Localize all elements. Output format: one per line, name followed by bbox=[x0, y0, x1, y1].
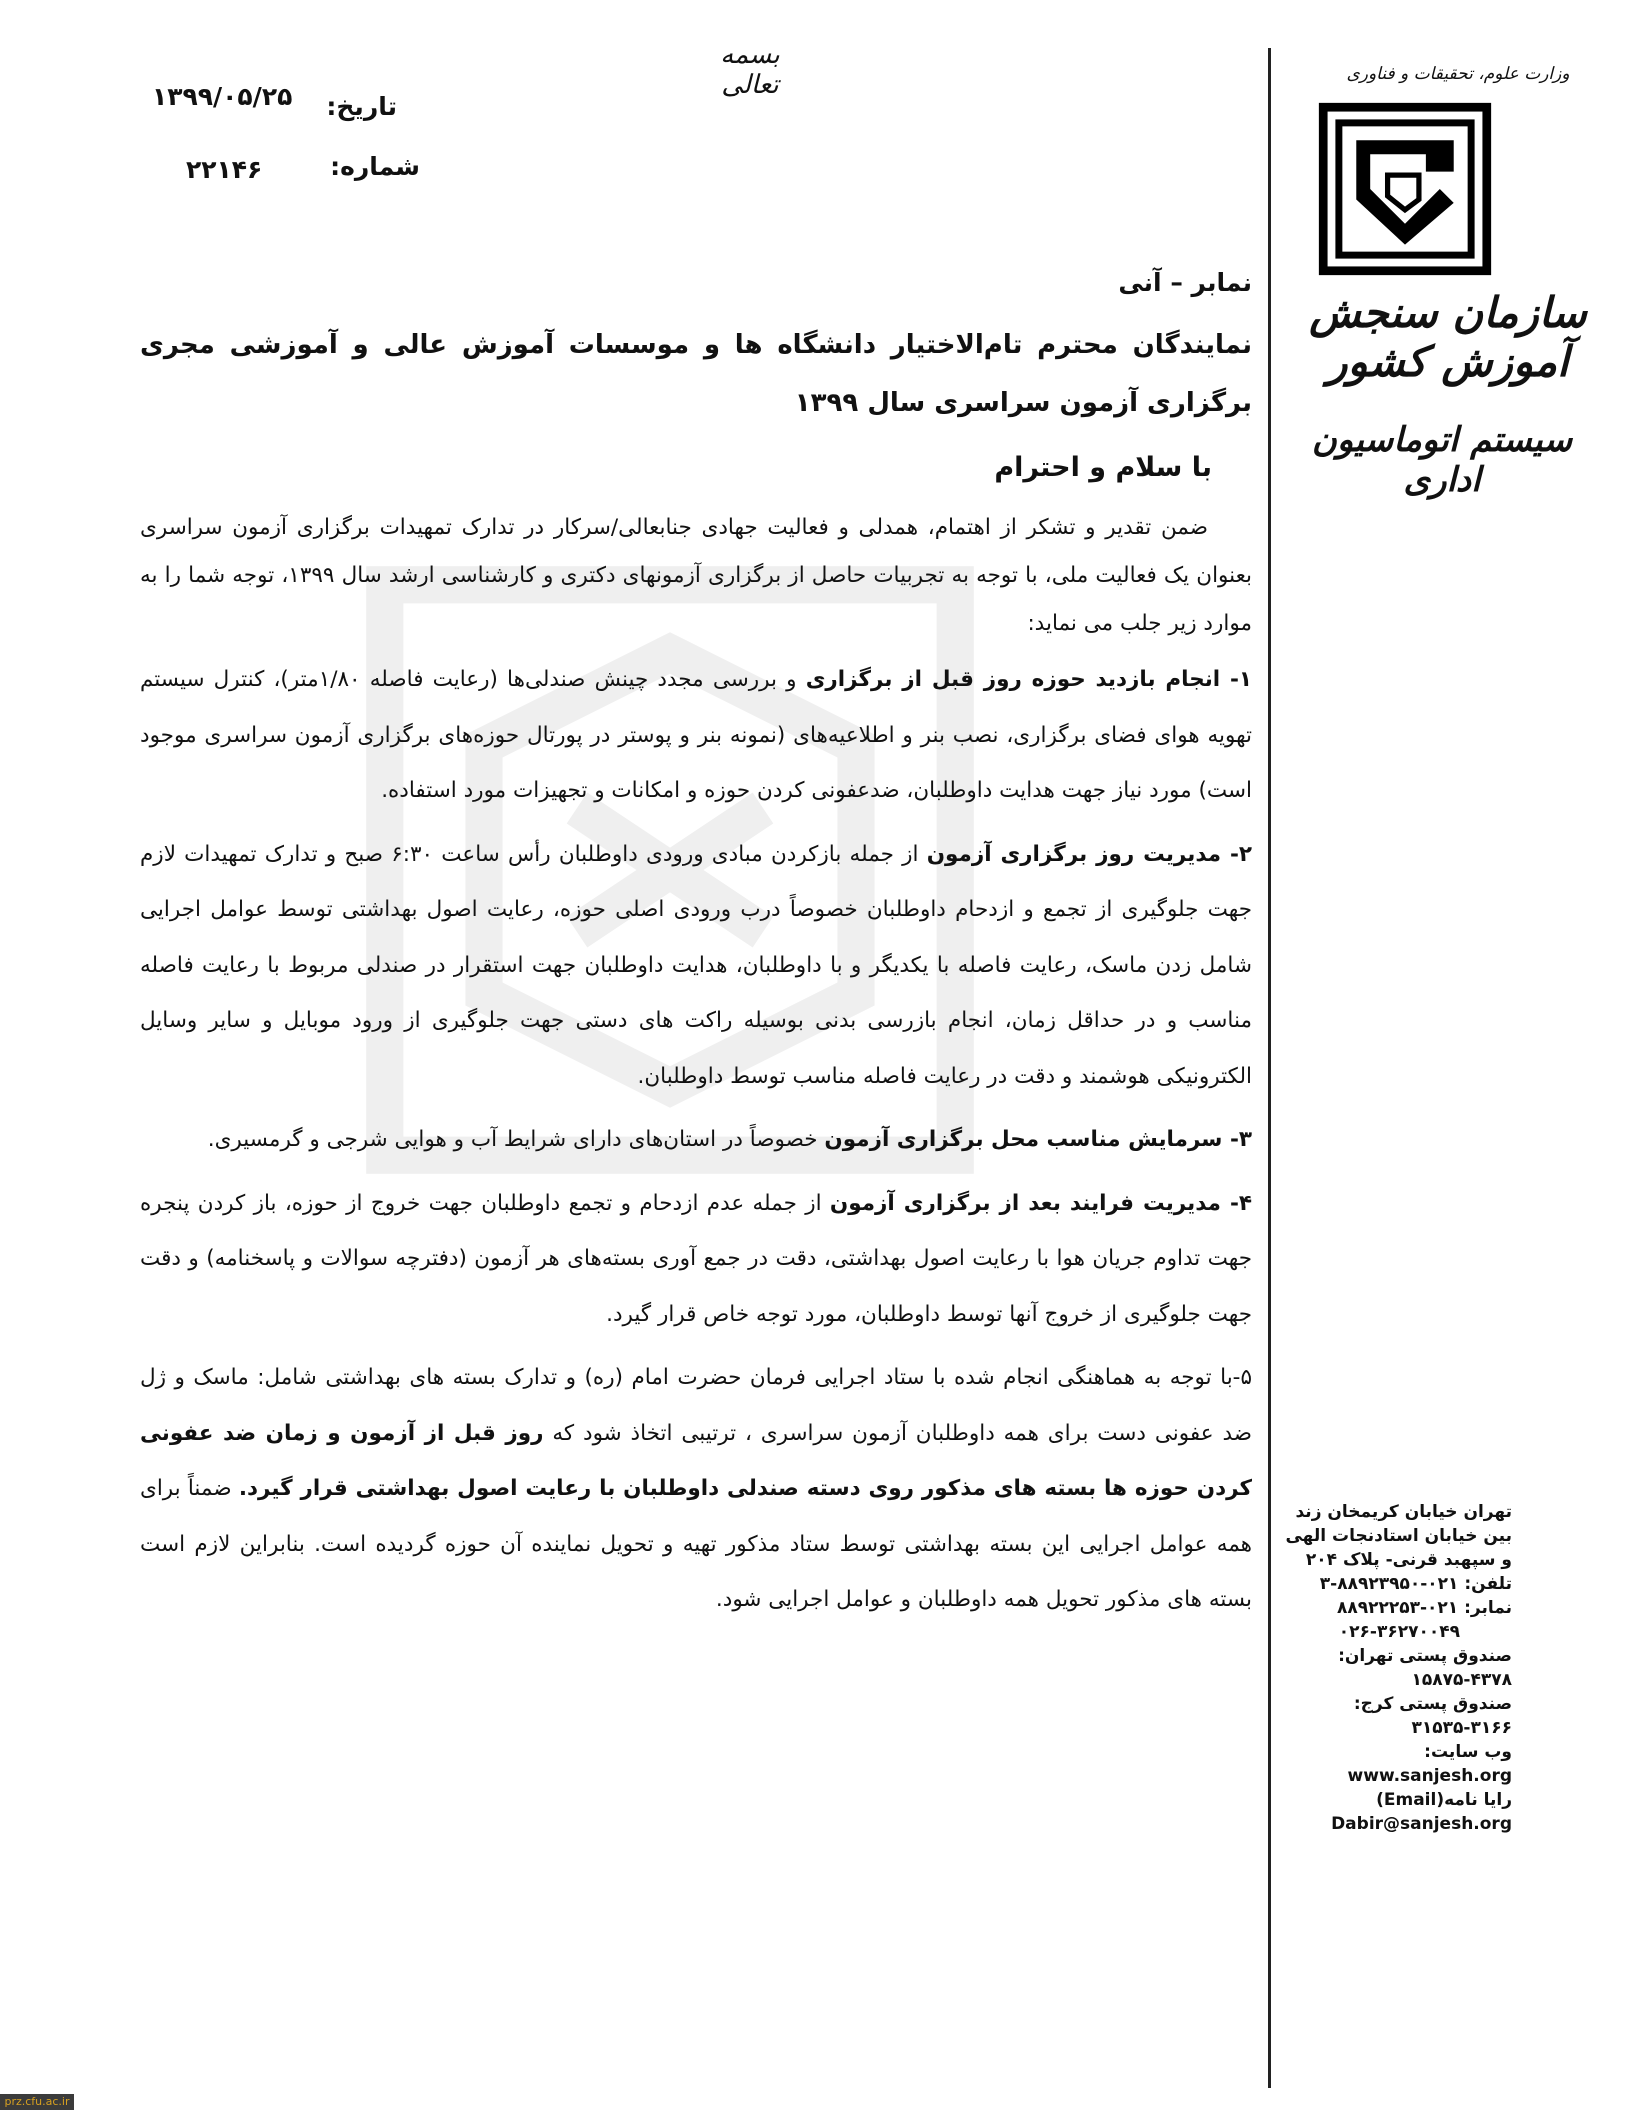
ministry-name: وزارت علوم، تحقیقات و فناوری bbox=[1346, 64, 1570, 84]
letter-greeting: با سلام و احترام bbox=[994, 452, 1212, 483]
pobox-tehran-label: صندوق پستی تهران: bbox=[1338, 1646, 1512, 1666]
date-value: ۱۳۹۹/۰۵/۲۵ bbox=[152, 82, 293, 111]
item-1-text: و بررسی مجدد چینش صندلی‌ها (رعایت فاصله ۱/۸۰متر)، کنترل سیستم تهویه هوای فضای برگزاری، نصب بنر و اطلاعیه‌های (نمونه بنر و پوستر در پورتال حوزه‌های برگزاری آزمون سراسری موجود است) مورد نیاز جهت هدایت داوطلبان، ضدعفونی کردن حوزه و امکانات و تجهیزات مورد استفاده. bbox=[140, 667, 1252, 803]
intro-paragraph: ضمن تقدیر و تشکر از اهتمام، همدلی و فعالیت جهادی جنابعالی/سرکار در تدارک تمهیدات برگزاری آزمون سراسری بعنوان یک فعالیت ملی، با توجه به تجربیات حاصل از برگزاری آزمونهای دکتری و کارشناسی ارشد سال ۱۳۹۹، توجه شما را به موارد زیر جلب می نماید: bbox=[140, 515, 1252, 636]
phone-label: تلفن: bbox=[1464, 1574, 1512, 1594]
item-4-heading: ۴- مدیریت فرایند بعد از برگزاری آزمون bbox=[829, 1190, 1252, 1216]
address-line: بین خیابان استادنجات الهی bbox=[1285, 1526, 1512, 1546]
pobox-karaj-value: ۳۱۵۳۵-۳۱۶۶ bbox=[1411, 1718, 1512, 1738]
item-1 bbox=[140, 652, 1252, 819]
address-line: و سپهبد قرنی- پلاک ۲۰۴ bbox=[1305, 1550, 1512, 1570]
number-value: ۲۲۱۴۶ bbox=[186, 155, 263, 184]
letter-recipient: نمایندگان محترم تام‌الاختیار دانشگاه ها و موسسات آموزش عالی و آموزشی مجری برگزاری آزمون سراسری سال ۱۳۹۹ bbox=[140, 330, 1252, 418]
organization-logo-icon bbox=[1318, 102, 1492, 276]
contact-block bbox=[1272, 1500, 1512, 1836]
item-2-heading: ۲- مدیریت روز برگزاری آزمون bbox=[926, 841, 1252, 867]
organization-name: سازمان سنجش آموزش کشور bbox=[1309, 288, 1587, 386]
item-4 bbox=[140, 1176, 1252, 1343]
item-3-text: خصوصاً در استان‌های دارای شرایط آب و هوایی شرجی و گرمسیری. bbox=[207, 1127, 825, 1152]
fax-label: نمابر: bbox=[1464, 1598, 1512, 1618]
number-label: شماره: bbox=[330, 152, 420, 181]
fax-value: ۰۲۶-۳۶۲۷۰۰۴۹ bbox=[1338, 1622, 1460, 1642]
item-5-text-b: ضمناً برای همه عوامل اجرایی این بسته بهداشتی توسط ستاد مذکور تهیه و تحویل نماینده آن حوزه گردیده است. بنابراین لازم است بسته های مذکور تحویل همه داوطلبان و عوامل اجرایی شود. bbox=[140, 1476, 1252, 1612]
phone-value: ۰۲۱-۸۸۹۲۳۹۵۰-۳ bbox=[1319, 1574, 1459, 1594]
item-4-text: از جمله عدم ازدحام و تجمع داوطلبان جهت خروج از حوزه، باز کردن پنجره جهت تداوم جریان هوا با رعایت اصول بهداشتی، دقت در جمع آوری بسته‌های هر آزمون (دفترچه سوالات و پاسخنامه) و دقت جهت جلوگیری از خروج آنها توسط داوطلبان، مورد توجه خاص قرار گیرد. bbox=[140, 1190, 1252, 1327]
date-label: تاریخ: bbox=[326, 92, 397, 121]
pobox-tehran-value: ۱۵۸۷۵-۴۳۷۸ bbox=[1411, 1670, 1512, 1690]
website-link[interactable]: www.sanjesh.org bbox=[1347, 1766, 1512, 1786]
basmala: بسمه تعالی bbox=[720, 40, 780, 100]
pobox-karaj-label: صندوق پستی کرج: bbox=[1353, 1694, 1512, 1714]
item-2-text: از جمله بازکردن مبادی ورودی داوطلبان رأس ساعت ۶:۳۰ صبح و تدارک تمهیدات لازم جهت جلوگیری از تجمع و ازدحام داوطلبان خصوصاً درب ورودی اصلی حوزه، رعایت اصول بهداشتی توسط عوامل اجرایی شامل زدن ماسک، رعایت فاصله با یکدیگر و با داوطلبان، هدایت داوطلبان جهت استقرار در صندلی مربوط با رعایت فاصله مناسب و در حداقل زمان، انجام بازرسی بدنی بوسیله راکت های دستی جهت جلوگیری از ورود موبایل و سایر وسایل الکترونیکی هوشمند و دقت در رعایت فاصله مناسب توسط داوطلبان. bbox=[140, 841, 1252, 1089]
item-5-text-a: ۵-با توجه به هماهنگی انجام شده با ستاد اجرایی فرمان حضرت امام (ره) و تدارک بسته های بهداشتی شامل: ماسک و ژل ضد عفونی دست برای همه داوطلبان آزمون سراسری ، ترتیبی اتخاذ شود که bbox=[140, 1365, 1252, 1446]
item-3-heading: ۳- سرمایش مناسب محل برگزاری آزمون bbox=[824, 1127, 1252, 1152]
letter-body bbox=[140, 504, 1252, 1636]
address-line: تهران خیابان کریمخان زند bbox=[1295, 1502, 1512, 1522]
item-5 bbox=[140, 1350, 1252, 1628]
column-divider bbox=[1268, 48, 1271, 2088]
email-label: رایا نامه(Email) bbox=[1376, 1790, 1512, 1810]
item-1-heading: ۱- انجام بازدید حوزه روز قبل از برگزاری bbox=[805, 667, 1252, 692]
item-5-emphasis: روز قبل از آزمون و زمان ضد عفونی کردن حوزه ها بسته های مذکور روی دسته صندلی داوطلبان با رعایت اصول بهداشتی قرار گیرد. bbox=[140, 1420, 1253, 1501]
item-2 bbox=[140, 827, 1252, 1105]
letter-subject: نمابر – آنی bbox=[1118, 268, 1252, 297]
source-tag: prz.cfu.ac.ir bbox=[0, 2094, 74, 2110]
system-name: سیستم اتوماسیون اداری bbox=[1311, 420, 1573, 500]
website-label: وب سایت: bbox=[1424, 1742, 1512, 1762]
item-3 bbox=[140, 1112, 1252, 1168]
fax-value: ۰۲۱-۸۸۹۲۲۲۵۳ bbox=[1336, 1598, 1459, 1618]
email-link[interactable]: Dabir@sanjesh.org bbox=[1331, 1814, 1512, 1834]
